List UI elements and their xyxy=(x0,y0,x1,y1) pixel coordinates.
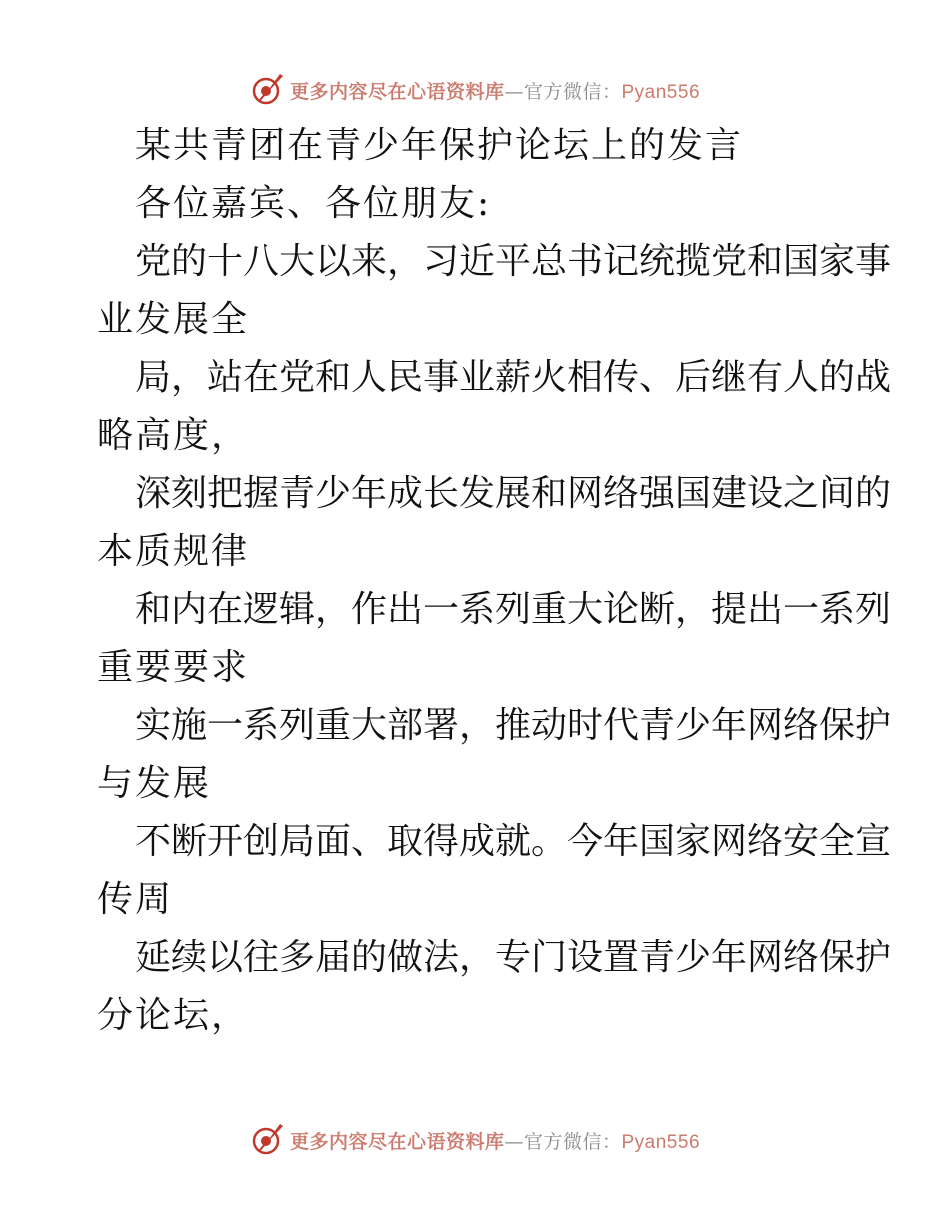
document-title: 某共青团在青少年保护论坛上的发言 xyxy=(135,125,744,166)
watermark-text: 更多内容尽在心语资料库—官方微信：Pyan556 xyxy=(289,1130,701,1153)
header-watermark xyxy=(0,70,950,110)
paragraph-line: 分论坛， xyxy=(97,995,250,1036)
paragraph-line: 不断开创局面、取得成就。今年国家网络安全宣 xyxy=(135,821,892,862)
quill-logo-icon xyxy=(250,72,286,108)
paragraph-line: 党的十八大以来，习近平总书记统揽党和国家事 xyxy=(135,241,892,282)
footer-watermark xyxy=(0,1120,950,1160)
paragraph-line: 实施一系列重大部署，推动时代青少年网络保护 xyxy=(135,705,892,746)
paragraph-line: 深刻把握青少年成长发展和网络强国建设之间的 xyxy=(135,473,892,514)
paragraph-line: 传周 xyxy=(97,879,174,920)
paragraph-line: 与发展 xyxy=(97,763,212,804)
paragraph-line: 本质规律 xyxy=(97,531,250,572)
paragraph-line: 重要要求 xyxy=(97,647,250,688)
paragraph-line: 业发展全 xyxy=(97,299,250,340)
watermark-text: 更多内容尽在心语资料库—官方微信：Pyan556 xyxy=(289,80,701,103)
salutation: 各位嘉宾、各位朋友: xyxy=(135,183,492,224)
quill-logo-icon xyxy=(250,1122,286,1158)
paragraph-line: 延续以往多届的做法，专门设置青少年网络保护 xyxy=(135,937,892,978)
paragraph-line: 和内在逻辑，作出一系列重大论断，提出一系列 xyxy=(135,589,892,630)
paragraph-line: 略高度， xyxy=(97,415,250,456)
paragraph-line: 局，站在党和人民事业薪火相传、后继有人的战 xyxy=(135,357,892,398)
